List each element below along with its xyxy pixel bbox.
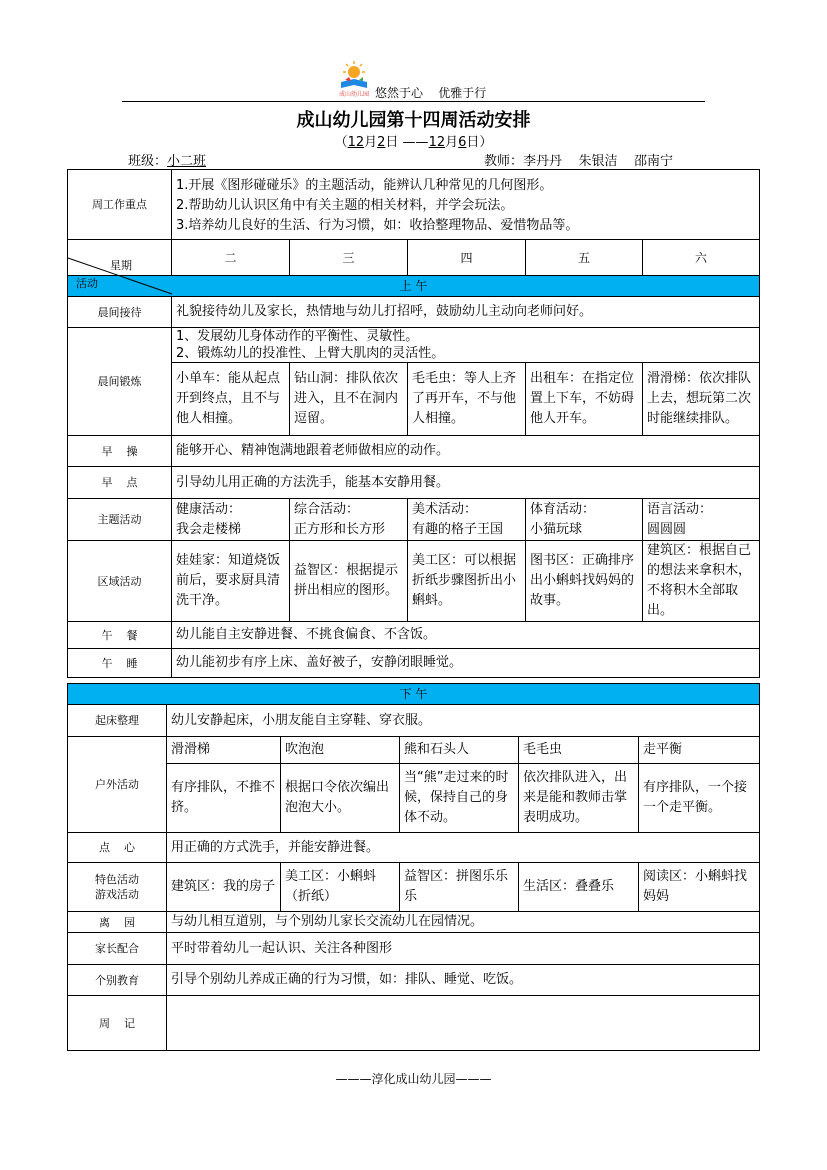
nap-label: 午 睡 xyxy=(68,649,172,678)
theme-day: 体育活动： 小猫玩球 xyxy=(526,499,643,541)
theme-label: 主题活动 xyxy=(68,499,172,541)
wake-text: 幼儿安静起床，小朋友能自主穿鞋、穿衣服。 xyxy=(167,705,760,737)
area-day: 娃娃家：知道烧饭前后，要求厨具清洗干净。 xyxy=(172,541,290,622)
individual-text: 引导个别幼儿养成正确的行为习惯，如：排队、睡觉、吃饭。 xyxy=(167,965,760,996)
outdoor-name: 毛毛虫 xyxy=(519,737,639,764)
weekday-wed: 三 xyxy=(290,240,408,276)
leave-label: 离 园 xyxy=(68,912,167,933)
goal-item: 1、发展幼儿身体动作的平衡性、灵敏性。 xyxy=(176,329,419,344)
focus-label: 周工作重点 xyxy=(68,170,172,240)
special-day: 益智区：拼图乐乐乐 xyxy=(400,863,519,912)
theme-day: 美术活动： 有趣的格子王国 xyxy=(408,499,526,541)
weekday-header: 星期 xyxy=(110,258,132,272)
greet-text: 礼貌接待幼儿及家长，热情地与幼儿打招呼，鼓励幼儿主动向老师问好。 xyxy=(172,297,760,328)
breakfast-label: 早 点 xyxy=(68,467,172,499)
area-day: 图书区：正确排序出小蝌蚪找妈妈的故事。 xyxy=(526,541,643,622)
theme-day: 健康活动： 我会走楼梯 xyxy=(172,499,290,541)
theme-day: 语言活动： 圆圆圆 xyxy=(643,499,760,541)
lunch-label: 午 餐 xyxy=(68,622,172,649)
outdoor-desc: 根据口令依次编出泡泡大小。 xyxy=(281,764,400,833)
wake-label: 起床整理 xyxy=(68,705,167,737)
outdoor-name: 熊和石头人 xyxy=(400,737,519,764)
morning-exercises-label: 早 操 xyxy=(68,436,172,467)
afternoon-snack-text: 用正确的方式洗手，并能安静进餐。 xyxy=(167,833,760,863)
lunch-text: 幼儿能自主安静进餐、不挑食偏食、不含饭。 xyxy=(172,622,760,649)
area-day: 美工区：可以根据折纸步骤图折出小蝌蚪。 xyxy=(408,541,526,622)
school-motto: 悠然于心 优雅于行 xyxy=(375,86,487,100)
outdoor-desc: 依次排队进入，出来是能和教师击掌表明成功。 xyxy=(519,764,639,833)
exercise-day: 钻山洞：排队依次进入，且不在洞内逗留。 xyxy=(290,363,408,436)
header-rule xyxy=(122,101,705,102)
weekly-focus xyxy=(172,170,760,240)
teacher-list: 教师：李丹丹 朱银洁 邵南宁 xyxy=(484,154,674,169)
afternoon-snack-label: 点 心 xyxy=(68,833,167,863)
leave-text: 与幼儿相互道别，与个别幼儿家长交流幼儿在园情况。 xyxy=(167,912,760,933)
goal-item: 2、锻炼幼儿的投准性、上臂大肌肉的灵活性。 xyxy=(176,346,445,361)
focus-item: 2.帮助幼儿认识区角中有关主题的相关材料，并学会玩法。 xyxy=(176,198,514,213)
weekday-thu: 四 xyxy=(408,240,526,276)
morning-exercises-text: 能够开心、精神饱满地跟着老师做相应的动作。 xyxy=(172,436,760,467)
exercise-day: 出租车：在指定位置上下车，不妨碍他人开车。 xyxy=(526,363,643,436)
footer: ———淳化成山幼儿园——— xyxy=(335,1072,492,1086)
outdoor-name: 走平衡 xyxy=(639,737,760,764)
area-label: 区域活动 xyxy=(68,541,172,622)
greet-label: 晨间接待 xyxy=(68,297,172,328)
outdoor-label: 户外活动 xyxy=(68,737,167,833)
weekday-fri: 五 xyxy=(526,240,643,276)
class-info: 班级：小二班 xyxy=(128,154,207,169)
svg-text:成山幼儿园: 成山幼儿园 xyxy=(338,91,370,98)
exercise-goals xyxy=(172,328,760,363)
exercise-day: 滑滑梯：依次排队上去，想玩第二次时能继续排队。 xyxy=(643,363,760,436)
notes-content xyxy=(167,996,760,1051)
exercise-label: 晨间锻炼 xyxy=(68,328,172,436)
afternoon-banner: 下 午 xyxy=(68,684,760,705)
focus-item: 1.开展《图形碰碰乐》的主题活动，能辨认几种常见的几何图形。 xyxy=(176,178,553,193)
weekday-sat: 六 xyxy=(643,240,760,276)
date-range: （12月2日 ——12月6日） xyxy=(334,135,493,150)
individual-label: 个别教育 xyxy=(68,965,167,996)
class-name: 小二班 xyxy=(167,154,207,169)
area-day: 益智区：根据提示拼出相应的图形。 xyxy=(290,541,408,622)
special-day: 阅读区：小蝌蚪找妈妈 xyxy=(639,863,760,912)
activity-header: 活动 xyxy=(76,276,98,290)
weekday-corner xyxy=(68,240,172,290)
afternoon-table xyxy=(67,683,760,1051)
focus-item: 3.培养幼儿良好的生活、行为习惯，如：收拾整理物品、爱惜物品等。 xyxy=(176,218,579,233)
nap-text: 幼儿能初步有序上床、盖好被子，安静闭眼睡觉。 xyxy=(172,649,760,678)
special-day: 生活区：叠叠乐 xyxy=(519,863,639,912)
morning-table xyxy=(67,169,760,678)
exercise-day: 小单车：能从起点开到终点，且不与他人相撞。 xyxy=(172,363,290,436)
outdoor-name: 滑滑梯 xyxy=(167,737,281,764)
outdoor-desc: 有序排队，不推不挤。 xyxy=(167,764,281,833)
outdoor-name: 吹泡泡 xyxy=(281,737,400,764)
school-logo xyxy=(337,60,371,98)
special-day: 建筑区：我的房子 xyxy=(167,863,281,912)
outdoor-desc: 当“熊”走过来的时候，保持自己的身体不动。 xyxy=(400,764,519,833)
exercise-day: 毛毛虫：等人上齐了再开车，不与他人相撞。 xyxy=(408,363,526,436)
weekday-tue: 二 xyxy=(172,240,290,276)
special-day: 美工区：小蝌蚪（折纸） xyxy=(281,863,400,912)
outdoor-desc: 有序排队，一个接一个走平衡。 xyxy=(639,764,760,833)
morning-banner: 上 午 xyxy=(68,276,760,297)
page-title: 成山幼儿园第十四周活动安排 xyxy=(296,110,531,131)
special-label: 特色活动 游戏活动 xyxy=(68,863,167,912)
parent-label: 家长配合 xyxy=(68,933,167,965)
theme-day: 综合活动： 正方形和长方形 xyxy=(290,499,408,541)
area-day: 建筑区：根据自己的想法来拿积木，不将积木全部取出。 xyxy=(643,541,760,622)
notes-label: 周 记 xyxy=(68,996,167,1051)
breakfast-text: 引导幼儿用正确的方法洗手，能基本安静用餐。 xyxy=(172,467,760,499)
parent-text: 平时带着幼儿一起认识、关注各种图形 xyxy=(167,933,760,965)
